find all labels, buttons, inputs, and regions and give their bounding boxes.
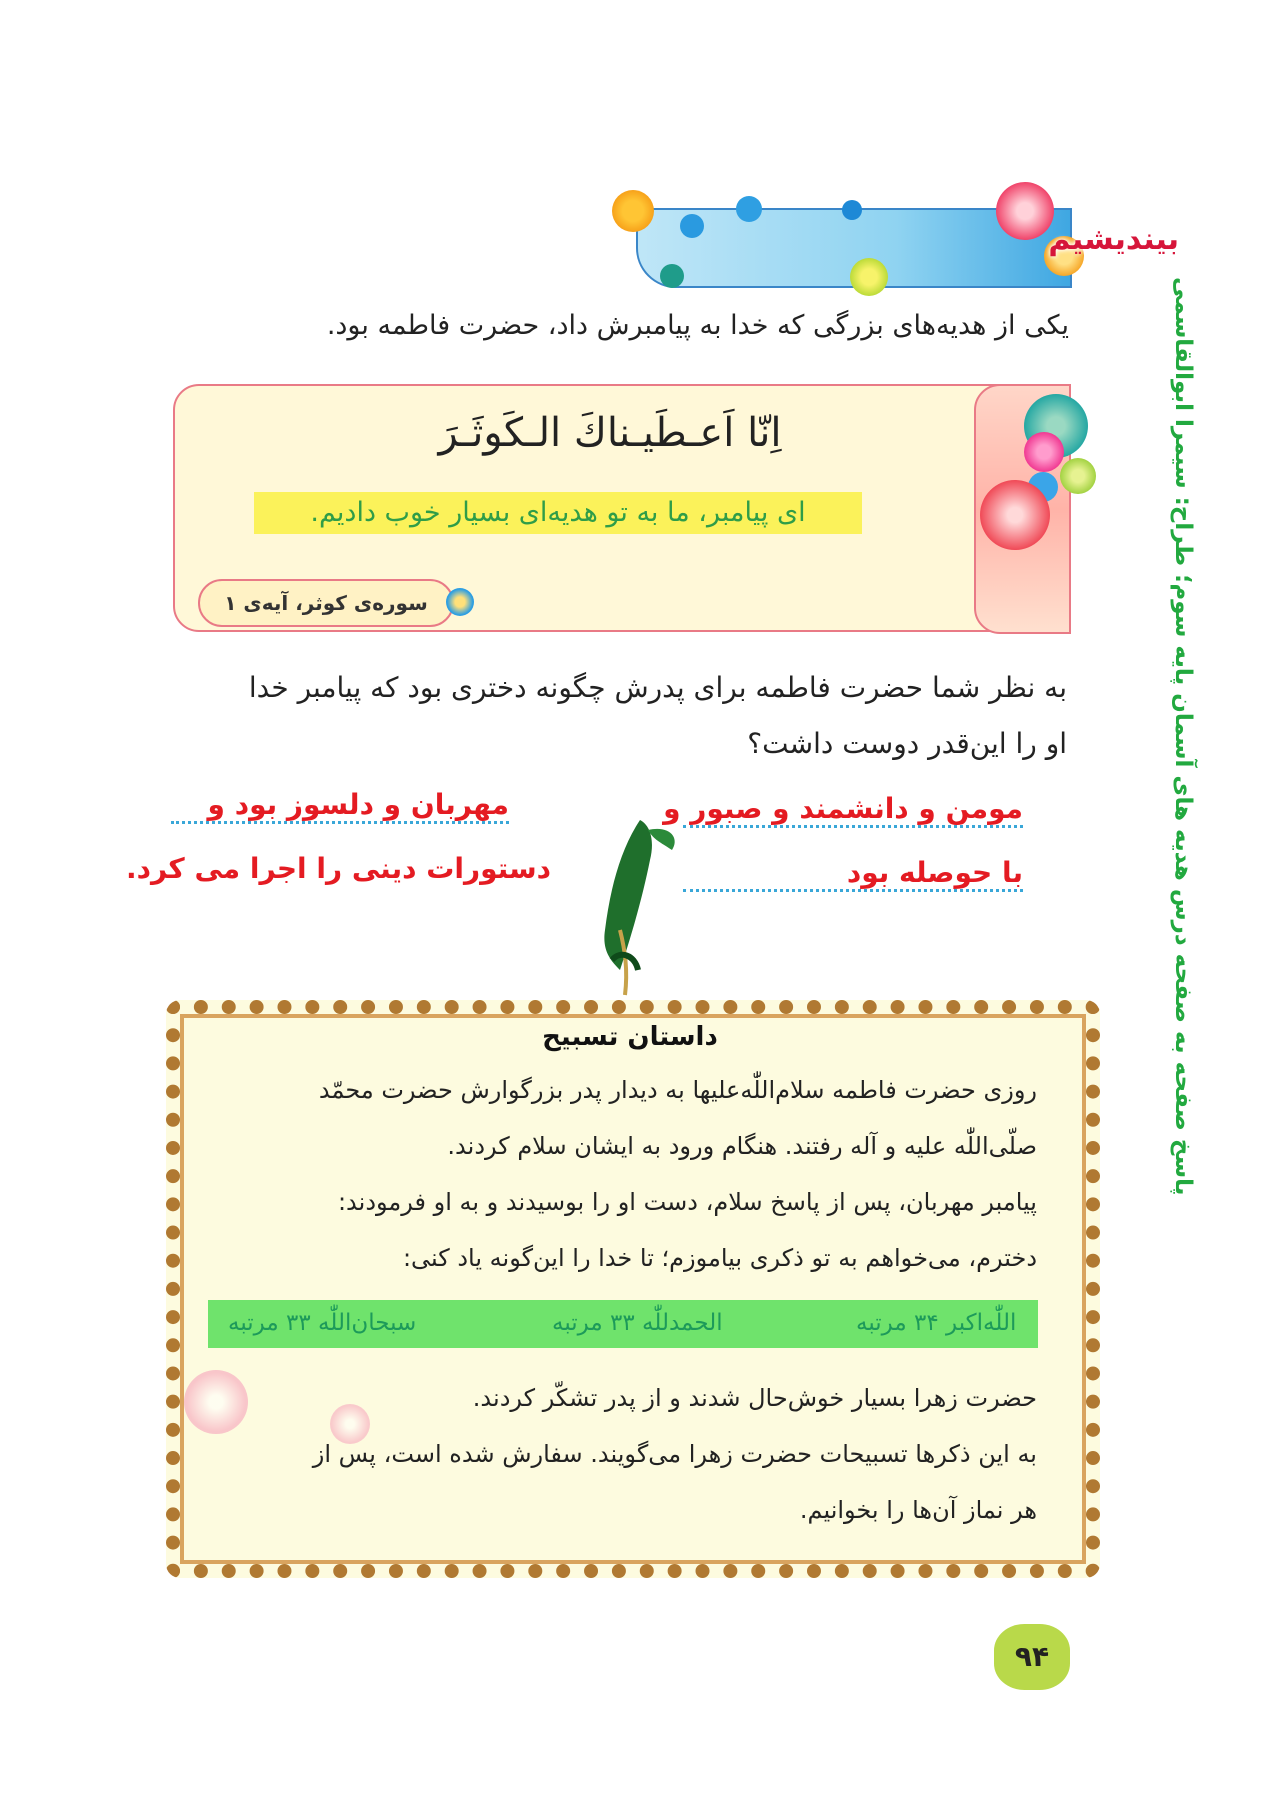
tassel-icon (580, 810, 690, 1010)
verse-reference: سوره‌ی کوثر، آیه‌ی ۱ (198, 579, 454, 627)
question-line-1: به نظر شما حضرت فاطمه برای پدرش چگونه دختری بود که پیامبر خدا (248, 671, 1067, 704)
question-line-2: او را این‌قدر دوست داشت؟ (747, 727, 1067, 760)
section-title: بیندیشیم (1048, 222, 1179, 257)
story-line: حضرت زهرا بسیار خوش‌حال شدند و از پدر تشکّر کردند. (472, 1384, 1037, 1412)
flower-icon (842, 200, 862, 220)
answer-3: با حوصله بود (683, 856, 1023, 892)
story-title: داستان تسبیح (542, 1022, 718, 1052)
flower-icon (850, 258, 888, 296)
zikr-tasbih: سبحان‌اللّٰه ۳۳ مرتبه (228, 1310, 417, 1336)
answer-1: مومن و دانشمند و صبور و (683, 792, 1023, 828)
story-line: پیامبر مهربان، پس از پاسخ سلام، دست او را بوسیدند و به او فرمودند: (337, 1188, 1037, 1216)
zikr-takbir: اللّٰه‌اکبر ۳۴ مرتبه (856, 1310, 1017, 1336)
answer-4: دستورات دینی را اجرا می کرد. (125, 852, 551, 885)
flower-icon (446, 588, 474, 616)
flower-icon (680, 214, 704, 238)
flower-icon (660, 264, 684, 288)
flower-icon (996, 182, 1054, 240)
story-line: دخترم، می‌خواهم به تو ذکری بیاموزم؛ تا خدا را این‌گونه یاد کنی: (402, 1244, 1037, 1272)
flower-icon (1060, 458, 1096, 494)
story-line: صلّی‌اللّٰه علیه و آله رفتند. هنگام ورود به ایشان سلام کردند. (447, 1132, 1037, 1160)
zikr-tahmid: الحمدللّٰه ۳۳ مرتبه (552, 1310, 723, 1336)
quran-verse: اِنّا اَعـطَیـناكَ الـكَوثَـرَ (438, 410, 782, 456)
flower-icon (980, 480, 1050, 550)
page-number: ۹۴ (994, 1624, 1070, 1690)
flower-icon (736, 196, 762, 222)
story-line: به این ذکرها تسبیحات حضرت زهرا می‌گویند. سفارش شده است، پس از (312, 1440, 1037, 1468)
question-text (167, 660, 1067, 772)
flower-icon (1024, 432, 1064, 472)
side-caption: پاسخ صفحه به صفحه درس هدیه های آسمان پایه سوم؛ طراح: سیمرا ابوالقاسمی (1170, 276, 1196, 1195)
flower-icon (612, 190, 654, 232)
story-line: روزی حضرت فاطمه سلام‌اللّٰه‌علیها به دیدار پدر بزرگوارش حضرت محمّد (318, 1076, 1037, 1104)
verse-translation: ای پیامبر، ما به تو هدیه‌ای بسیار خوب دادیم. (254, 492, 862, 534)
answer-2: مهربان و دلسوز بود و (171, 788, 509, 824)
intro-text: یکی از هدیه‌های بزرگی که خدا به پیامبرش داد، حضرت فاطمه بود. (326, 310, 1069, 341)
story-line: هر نماز آن‌ها را بخوانیم. (799, 1496, 1037, 1524)
